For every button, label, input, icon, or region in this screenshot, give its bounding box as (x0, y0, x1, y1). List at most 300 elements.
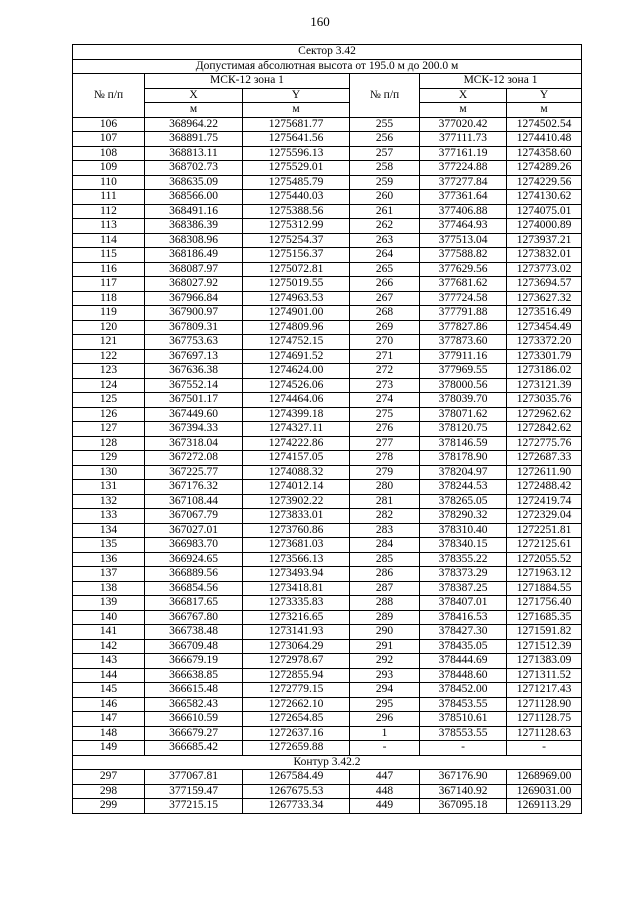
cell-num-right: 259 (350, 175, 420, 190)
cell-y-left: 1267733.34 (243, 799, 350, 814)
cell-x-right: 378340.15 (420, 538, 507, 553)
cell-num-left: 131 (73, 480, 145, 495)
cell-x-left: 367697.13 (145, 349, 243, 364)
cell-x-right: 377969.55 (420, 364, 507, 379)
table-row (73, 494, 582, 509)
cell-num-right: 280 (350, 480, 420, 495)
table-row (73, 248, 582, 263)
cell-x-left: 367108.44 (145, 494, 243, 509)
cell-num-left: 135 (73, 538, 145, 553)
cell-x-right: 377724.58 (420, 291, 507, 306)
cell-num-right: 257 (350, 146, 420, 161)
cell-x-left: 366638.85 (145, 668, 243, 683)
cell-y-left: 1273760.86 (243, 523, 350, 538)
unit-y-left: м (243, 103, 350, 118)
cell-y-left: 1275440.03 (243, 190, 350, 205)
zone-header-left: МСК-12 зона 1 (145, 74, 350, 89)
cell-x-left: 367394.33 (145, 422, 243, 437)
cell-x-right: 378310.40 (420, 523, 507, 538)
cell-x-right: 378244.53 (420, 480, 507, 495)
cell-y-left: 1273493.94 (243, 567, 350, 582)
cell-y-left: 1273681.03 (243, 538, 350, 553)
cell-num-right: 273 (350, 378, 420, 393)
cell-x-left: 367900.97 (145, 306, 243, 321)
cell-num-right: 263 (350, 233, 420, 248)
cell-y-left: 1272659.88 (243, 741, 350, 756)
cell-y-right: 1271884.55 (507, 581, 582, 596)
cell-y-right: 1273832.01 (507, 248, 582, 263)
cell-num-right: 267 (350, 291, 420, 306)
table-row (73, 610, 582, 625)
cell-x-right: 367176.90 (420, 770, 507, 785)
cell-x-left: 367225.77 (145, 465, 243, 480)
cell-num-right: 292 (350, 654, 420, 669)
table-row (73, 451, 582, 466)
cell-x-left: 368491.16 (145, 204, 243, 219)
cell-num-left: 299 (73, 799, 145, 814)
cell-x-right: - (420, 741, 507, 756)
table-row (73, 306, 582, 321)
cell-x-left: 366889.56 (145, 567, 243, 582)
cell-y-left: 1267584.49 (243, 770, 350, 785)
table-row (73, 784, 582, 799)
table-row (73, 697, 582, 712)
cell-num-left: 110 (73, 175, 145, 190)
cell-y-right: 1272842.62 (507, 422, 582, 437)
contour-row (73, 755, 582, 770)
cell-x-left: 366582.43 (145, 697, 243, 712)
cell-y-right: 1272962.62 (507, 407, 582, 422)
cell-y-left: 1273335.83 (243, 596, 350, 611)
cell-y-right: 1272775.76 (507, 436, 582, 451)
cell-x-right: 378407.01 (420, 596, 507, 611)
cell-y-right: 1269031.00 (507, 784, 582, 799)
cell-x-right: 377791.88 (420, 306, 507, 321)
cell-x-right: 378071.62 (420, 407, 507, 422)
cell-num-right: 287 (350, 581, 420, 596)
cell-y-left: 1274012.14 (243, 480, 350, 495)
cell-x-left: 367753.63 (145, 335, 243, 350)
cell-y-left: 1275596.13 (243, 146, 350, 161)
cell-x-right: 378435.05 (420, 639, 507, 654)
cell-x-right: 378178.90 (420, 451, 507, 466)
cell-y-left: 1275312.99 (243, 219, 350, 234)
cell-y-left: 1274963.53 (243, 291, 350, 306)
cell-y-right: 1271128.90 (507, 697, 582, 712)
table-row (73, 204, 582, 219)
cell-num-left: 119 (73, 306, 145, 321)
cell-y-left: 1275019.55 (243, 277, 350, 292)
cell-y-right: - (507, 741, 582, 756)
cell-num-left: 134 (73, 523, 145, 538)
x-header-left: X (145, 88, 243, 103)
cell-num-left: 146 (73, 697, 145, 712)
cell-num-left: 120 (73, 320, 145, 335)
cell-y-right: 1272125.61 (507, 538, 582, 553)
cell-x-right: 377513.04 (420, 233, 507, 248)
cell-y-right: 1273372.20 (507, 335, 582, 350)
cell-num-right: 272 (350, 364, 420, 379)
cell-num-right: 268 (350, 306, 420, 321)
cell-num-left: 121 (73, 335, 145, 350)
cell-y-left: 1273902.22 (243, 494, 350, 509)
cell-x-left: 368308.96 (145, 233, 243, 248)
cell-num-left: 297 (73, 770, 145, 785)
cell-num-right: 283 (350, 523, 420, 538)
cell-num-left: 149 (73, 741, 145, 756)
cell-num-right: 256 (350, 132, 420, 147)
unit-y-right: м (507, 103, 582, 118)
cell-y-left: 1275072.81 (243, 262, 350, 277)
cell-y-right: 1273186.02 (507, 364, 582, 379)
cell-x-left: 367501.17 (145, 393, 243, 408)
table-row (73, 741, 582, 756)
cell-x-left: 366610.59 (145, 712, 243, 727)
cell-num-right: 288 (350, 596, 420, 611)
cell-x-right: 378120.75 (420, 422, 507, 437)
cell-x-right: 378416.53 (420, 610, 507, 625)
cell-y-left: 1273566.13 (243, 552, 350, 567)
cell-y-right: 1273627.32 (507, 291, 582, 306)
cell-num-left: 122 (73, 349, 145, 364)
cell-y-left: 1272978.67 (243, 654, 350, 669)
table-row (73, 726, 582, 741)
cell-y-left: 1274809.96 (243, 320, 350, 335)
cell-num-left: 126 (73, 407, 145, 422)
cell-x-left: 367067.79 (145, 509, 243, 524)
table-row (73, 799, 582, 814)
cell-x-left: 377159.47 (145, 784, 243, 799)
cell-x-right: 378290.32 (420, 509, 507, 524)
page-number: 160 (310, 14, 330, 29)
table-row (73, 436, 582, 451)
cell-y-left: 1274901.00 (243, 306, 350, 321)
cell-num-right: 278 (350, 451, 420, 466)
table-row (73, 639, 582, 654)
cell-y-left: 1274691.52 (243, 349, 350, 364)
cell-y-left: 1274464.06 (243, 393, 350, 408)
cell-y-right: 1272419.74 (507, 494, 582, 509)
cell-x-right: 378355.22 (420, 552, 507, 567)
cell-num-right: 258 (350, 161, 420, 176)
cell-y-right: 1273773.02 (507, 262, 582, 277)
y-header-left: Y (243, 88, 350, 103)
cell-x-right: 377873.60 (420, 335, 507, 350)
cell-y-right: 1273121.39 (507, 378, 582, 393)
contour-title: Контур 3.42.2 (73, 755, 582, 770)
table-row (73, 262, 582, 277)
cell-num-right: 448 (350, 784, 420, 799)
cell-num-left: 114 (73, 233, 145, 248)
table-row (73, 364, 582, 379)
table-row (73, 378, 582, 393)
cell-num-right: 281 (350, 494, 420, 509)
cell-x-left: 368964.22 (145, 117, 243, 132)
table-row (73, 712, 582, 727)
cell-num-right: 265 (350, 262, 420, 277)
unit-x-left: м (145, 103, 243, 118)
cell-x-right: 377161.19 (420, 146, 507, 161)
num-header-right: № п/п (350, 74, 420, 118)
cell-x-right: 378204.97 (420, 465, 507, 480)
cell-num-right: 284 (350, 538, 420, 553)
cell-x-right: 378452.00 (420, 683, 507, 698)
cell-y-right: 1272611.90 (507, 465, 582, 480)
cell-x-left: 377215.15 (145, 799, 243, 814)
cell-x-right: 378448.60 (420, 668, 507, 683)
table-row (73, 465, 582, 480)
cell-x-left: 368186.49 (145, 248, 243, 263)
num-header-left: № п/п (73, 74, 145, 118)
cell-x-right: 377277.84 (420, 175, 507, 190)
cell-num-right: - (350, 741, 420, 756)
table-row (73, 320, 582, 335)
cell-y-right: 1273035.76 (507, 393, 582, 408)
cell-y-right: 1273454.49 (507, 320, 582, 335)
cell-y-right: 1273516.49 (507, 306, 582, 321)
cell-x-right: 377224.88 (420, 161, 507, 176)
cell-num-left: 137 (73, 567, 145, 582)
cell-y-left: 1274088.32 (243, 465, 350, 480)
cell-num-left: 139 (73, 596, 145, 611)
cell-y-left: 1272654.85 (243, 712, 350, 727)
cell-num-right: 255 (350, 117, 420, 132)
table-row (73, 190, 582, 205)
cell-x-left: 367809.31 (145, 320, 243, 335)
cell-num-left: 124 (73, 378, 145, 393)
cell-num-right: 275 (350, 407, 420, 422)
table-row (73, 161, 582, 176)
cell-y-left: 1275156.37 (243, 248, 350, 263)
cell-y-left: 1274624.00 (243, 364, 350, 379)
table-row (73, 422, 582, 437)
cell-y-right: 1272687.33 (507, 451, 582, 466)
cell-x-right: 378146.59 (420, 436, 507, 451)
cell-x-left: 367449.60 (145, 407, 243, 422)
cell-y-left: 1267675.53 (243, 784, 350, 799)
table-row (73, 625, 582, 640)
cell-x-right: 377827.86 (420, 320, 507, 335)
cell-num-right: 449 (350, 799, 420, 814)
cell-x-right: 367095.18 (420, 799, 507, 814)
cell-y-right: 1274358.60 (507, 146, 582, 161)
table-row (73, 233, 582, 248)
cell-x-left: 367318.04 (145, 436, 243, 451)
cell-x-left: 366738.48 (145, 625, 243, 640)
cell-x-left: 366615.48 (145, 683, 243, 698)
cell-y-right: 1271512.39 (507, 639, 582, 654)
cell-y-left: 1273064.29 (243, 639, 350, 654)
cell-x-left: 366817.65 (145, 596, 243, 611)
table-row (73, 523, 582, 538)
cell-num-left: 142 (73, 639, 145, 654)
cell-y-left: 1274222.86 (243, 436, 350, 451)
cell-y-right: 1271963.12 (507, 567, 582, 582)
cell-x-left: 366854.56 (145, 581, 243, 596)
cell-x-right: 378039.70 (420, 393, 507, 408)
cell-y-left: 1272637.16 (243, 726, 350, 741)
cell-num-right: 294 (350, 683, 420, 698)
cell-num-left: 129 (73, 451, 145, 466)
cell-num-left: 143 (73, 654, 145, 669)
cell-x-left: 368027.92 (145, 277, 243, 292)
cell-num-right: 269 (350, 320, 420, 335)
table-row (73, 219, 582, 234)
cell-x-right: 378373.29 (420, 567, 507, 582)
coordinates-table (72, 44, 582, 814)
table-row (73, 770, 582, 785)
cell-x-right: 377406.88 (420, 204, 507, 219)
cell-num-left: 130 (73, 465, 145, 480)
cell-num-right: 285 (350, 552, 420, 567)
cell-num-left: 112 (73, 204, 145, 219)
table-row (73, 683, 582, 698)
cell-x-left: 367176.32 (145, 480, 243, 495)
cell-num-left: 116 (73, 262, 145, 277)
cell-x-left: 377067.81 (145, 770, 243, 785)
cell-num-right: 262 (350, 219, 420, 234)
cell-num-left: 111 (73, 190, 145, 205)
cell-num-right: 290 (350, 625, 420, 640)
cell-num-right: 447 (350, 770, 420, 785)
cell-num-left: 140 (73, 610, 145, 625)
table-row (73, 581, 582, 596)
cell-y-right: 1274289.26 (507, 161, 582, 176)
table-row (73, 596, 582, 611)
cell-y-right: 1268969.00 (507, 770, 582, 785)
cell-num-right: 260 (350, 190, 420, 205)
cell-x-right: 378427.30 (420, 625, 507, 640)
cell-num-right: 264 (350, 248, 420, 263)
cell-num-left: 107 (73, 132, 145, 147)
cell-y-left: 1275529.01 (243, 161, 350, 176)
cell-num-right: 293 (350, 668, 420, 683)
cell-x-left: 368087.97 (145, 262, 243, 277)
cell-y-left: 1275485.79 (243, 175, 350, 190)
cell-num-right: 261 (350, 204, 420, 219)
cell-y-right: 1274000.89 (507, 219, 582, 234)
cell-num-right: 271 (350, 349, 420, 364)
cell-y-right: 1272488.42 (507, 480, 582, 495)
table-row (73, 277, 582, 292)
zone-header-right: МСК-12 зона 1 (420, 74, 582, 89)
cell-y-left: 1274526.06 (243, 378, 350, 393)
sector-title: Сектор 3.42 (73, 45, 582, 60)
unit-x-right: м (420, 103, 507, 118)
cell-num-right: 291 (350, 639, 420, 654)
table-row (73, 146, 582, 161)
cell-x-right: 378510.61 (420, 712, 507, 727)
cell-x-left: 366679.19 (145, 654, 243, 669)
cell-y-right: 1272055.52 (507, 552, 582, 567)
table-row (73, 509, 582, 524)
cell-num-left: 106 (73, 117, 145, 132)
cell-y-left: 1273216.65 (243, 610, 350, 625)
cell-num-left: 128 (73, 436, 145, 451)
cell-y-right: 1271128.75 (507, 712, 582, 727)
cell-num-left: 144 (73, 668, 145, 683)
cell-num-left: 115 (73, 248, 145, 263)
cell-num-left: 118 (73, 291, 145, 306)
cell-y-right: 1273301.79 (507, 349, 582, 364)
cell-y-right: 1271756.40 (507, 596, 582, 611)
cell-num-left: 132 (73, 494, 145, 509)
cell-num-left: 147 (73, 712, 145, 727)
table-row (73, 117, 582, 132)
cell-num-right: 289 (350, 610, 420, 625)
cell-y-right: 1271128.63 (507, 726, 582, 741)
table-row (73, 393, 582, 408)
cell-y-left: 1275254.37 (243, 233, 350, 248)
cell-num-left: 109 (73, 161, 145, 176)
cell-y-left: 1274399.18 (243, 407, 350, 422)
cell-num-right: 266 (350, 277, 420, 292)
cell-x-left: 366709.48 (145, 639, 243, 654)
cell-x-right: 377588.82 (420, 248, 507, 263)
cell-y-right: 1272251.81 (507, 523, 582, 538)
cell-y-left: 1272662.10 (243, 697, 350, 712)
cell-x-right: 377111.73 (420, 132, 507, 147)
cell-y-right: 1274075.01 (507, 204, 582, 219)
cell-num-left: 138 (73, 581, 145, 596)
cell-num-right: 276 (350, 422, 420, 437)
table-row (73, 552, 582, 567)
table-row (73, 291, 582, 306)
cell-y-left: 1272779.15 (243, 683, 350, 698)
cell-y-left: 1273418.81 (243, 581, 350, 596)
cell-x-right: 377464.93 (420, 219, 507, 234)
cell-x-left: 367966.84 (145, 291, 243, 306)
table-row (73, 335, 582, 350)
cell-x-left: 368813.11 (145, 146, 243, 161)
cell-y-right: 1273694.57 (507, 277, 582, 292)
table-row (73, 538, 582, 553)
cell-x-left: 367272.08 (145, 451, 243, 466)
cell-y-left: 1275681.77 (243, 117, 350, 132)
cell-x-left: 367552.14 (145, 378, 243, 393)
cell-x-right: 378553.55 (420, 726, 507, 741)
table-row (73, 480, 582, 495)
cell-num-left: 133 (73, 509, 145, 524)
cell-x-left: 366679.27 (145, 726, 243, 741)
cell-x-right: 378453.55 (420, 697, 507, 712)
cell-y-right: 1271311.52 (507, 668, 582, 683)
cell-x-left: 368566.00 (145, 190, 243, 205)
table-row (73, 668, 582, 683)
x-header-right: X (420, 88, 507, 103)
cell-num-right: 274 (350, 393, 420, 408)
cell-num-right: 295 (350, 697, 420, 712)
cell-num-left: 141 (73, 625, 145, 640)
cell-y-right: 1274130.62 (507, 190, 582, 205)
cell-num-left: 117 (73, 277, 145, 292)
cell-x-left: 366983.70 (145, 538, 243, 553)
height-range: Допустимая абсолютная высота от 195.0 м до 200.0 м (73, 59, 582, 74)
cell-y-right: 1269113.29 (507, 799, 582, 814)
table-row (73, 654, 582, 669)
cell-y-right: 1274410.48 (507, 132, 582, 147)
cell-num-left: 127 (73, 422, 145, 437)
cell-x-right: 377681.62 (420, 277, 507, 292)
cell-y-right: 1271383.09 (507, 654, 582, 669)
cell-x-left: 368702.73 (145, 161, 243, 176)
table-row (73, 349, 582, 364)
cell-x-right: 378444.69 (420, 654, 507, 669)
cell-num-left: 136 (73, 552, 145, 567)
cell-x-left: 368386.39 (145, 219, 243, 234)
cell-y-right: 1271685.35 (507, 610, 582, 625)
cell-num-left: 108 (73, 146, 145, 161)
